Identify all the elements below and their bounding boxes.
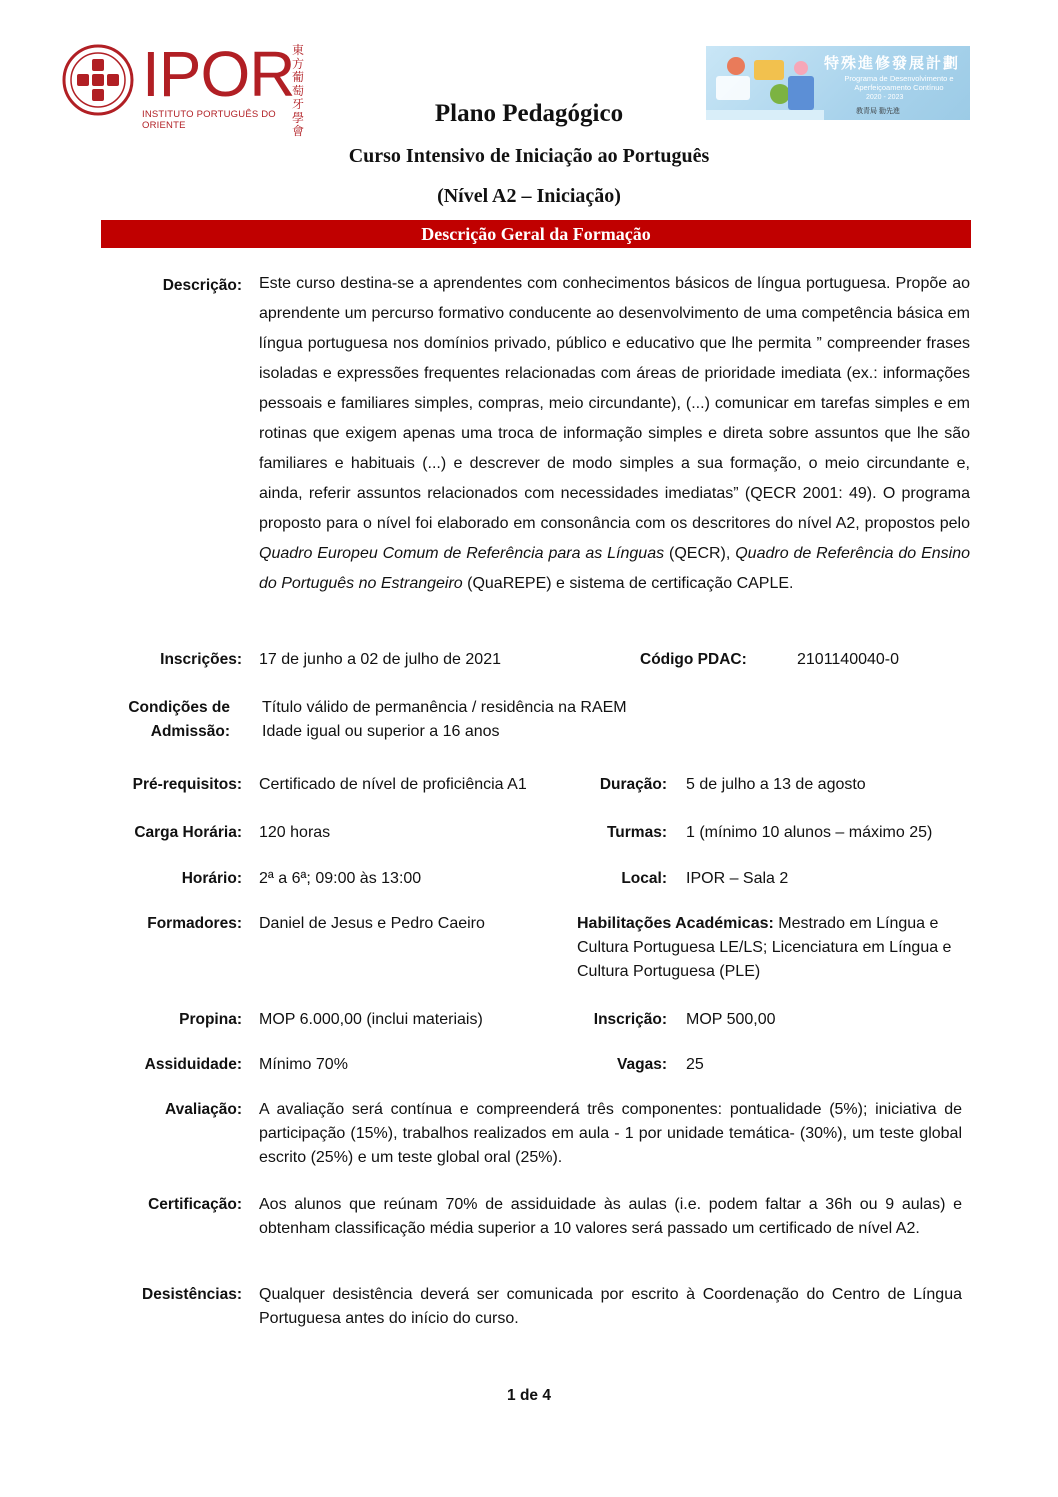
horario-value: 2ª a 6ª; 09:00 às 13:00 xyxy=(259,870,422,887)
condicoes-label-line1: Condições de xyxy=(128,699,230,716)
desistencias-value: Qualquer desistência deverá ser comunicada por escrito à Coordenação do Centro de Língua Portuguesa antes do início do curso. xyxy=(259,1286,962,1327)
description-part-1: Este curso destina-se a aprendentes com conhecimentos básicos de língua portuguesa. Propõe ao aprendente um percurso formativo conducente ao desenvolvimento de uma competência básica em língua portuguesa nos domínios privado, público e educativo que lhe permita ” compreender frases isoladas e expressões frequentes relacionadas com áreas de prioridade imediata (ex.: informações pessoais e familiares simples, compras, meio circundante), (...) comunicar em tarefas simples e em rotinas que exigem apenas uma troca de informação simples e direta sobre assuntos que lhe são familiares e habituais (...) e descrever de modo simples a sua formação, o meio circundante e, ainda, referir assuntos relacionados com necessidades imediatas” (QECR 2001: 49). O programa proposto para o nível foi elaborado em consonância com os descritores do nível A2, propostos pelo xyxy=(259,275,970,532)
local-value: IPOR – Sala 2 xyxy=(686,870,789,887)
banner-years: 2020 - 2023 xyxy=(866,94,904,101)
turmas-label: Turmas: xyxy=(606,824,667,841)
carga-horaria-value: 120 horas xyxy=(259,824,331,841)
description-italic-qecr: Quadro Europeu Comum de Referência para as Línguas xyxy=(259,545,665,562)
formadores-label: Formadores: xyxy=(147,915,242,932)
local-label: Local: xyxy=(621,870,667,887)
assiduidade-label: Assiduidade: xyxy=(144,1056,242,1073)
prerequisitos-label: Pré-requisitos: xyxy=(132,776,242,793)
duracao-value: 5 de julho a 13 de agosto xyxy=(686,776,866,793)
description-part-2: (QECR), xyxy=(664,545,736,562)
certificacao-label: Certificação: xyxy=(148,1196,242,1213)
habilitacoes-label: Habilitações Académicas: xyxy=(577,915,774,932)
assiduidade-value: Mínimo 70% xyxy=(259,1056,348,1073)
duracao-label: Duração: xyxy=(599,776,667,793)
vagas-value: 25 xyxy=(686,1056,704,1073)
page-number: 1 de 4 xyxy=(507,1387,551,1404)
banner-sponsor-logos: 教青局 勸先進 xyxy=(856,108,900,115)
formadores-value: Daniel de Jesus e Pedro Caeiro xyxy=(259,915,485,932)
avaliacao-value: A avaliação será contínua e compreenderá três componentes: pontualidade (5%); iniciativa de participação (15%), trabalhos realizados em aula - 1 por unidade temática- (30%), um teste global escrito (25%) e um teste global oral (25%). xyxy=(259,1101,962,1166)
condicoes-value-1: Título válido de permanência / residência na RAEM xyxy=(262,699,627,716)
banner-title: 特殊進修發展計劃 xyxy=(824,55,961,72)
avaliacao-label: Avaliação: xyxy=(165,1101,242,1118)
habilitacoes-value: Mestrado em Língua e Cultura Portuguesa LE/LS; Licenciatura em Língua e Cultura Portuguesa (PLE) xyxy=(577,915,952,980)
inscricoes-value: 17 de junho a 02 de julho de 2021 xyxy=(259,651,501,668)
inscricao-value: MOP 500,00 xyxy=(686,1011,776,1028)
condicoes-value-2: Idade igual ou superior a 16 anos xyxy=(262,723,500,740)
document-title: Plano Pedagógico xyxy=(434,100,624,127)
habilitacoes-text xyxy=(577,912,962,984)
codigo-pdac-label: Código PDAC: xyxy=(640,651,747,668)
vagas-label: Vagas: xyxy=(617,1056,667,1073)
codigo-pdac-value: 2101140040-0 xyxy=(797,651,900,668)
prerequisitos-value: Certificado de nível de proficiência A1 xyxy=(259,776,527,793)
propina-value: MOP 6.000,00 (inclui materiais) xyxy=(259,1011,483,1028)
logo-chinese-name: 東方葡萄牙學會 xyxy=(292,43,305,138)
logo-wordmark: IPOR xyxy=(142,38,295,110)
section-header: Descrição Geral da Formação xyxy=(101,220,971,248)
inscricoes-label: Inscrições: xyxy=(160,651,242,668)
logo-subtitle: INSTITUTO PORTUGUÊS DO ORIENTE xyxy=(142,109,276,131)
banner-subtitle: Programa de Desenvolvimento e Aperfeiçoamento Contínuo xyxy=(844,74,954,92)
condicoes-label-line2: Admissão: xyxy=(150,723,230,740)
description-label: Descrição: xyxy=(162,277,242,294)
course-level: (Nível A2 – Iniciação) xyxy=(437,185,621,207)
horario-label: Horário: xyxy=(181,870,242,887)
description-italic-quarepe: Quadro de Referência do Ensino do Português no Estrangeiro xyxy=(259,545,971,592)
carga-horaria-label: Carga Horária: xyxy=(134,824,242,841)
turmas-value: 1 (mínimo 10 alunos – máximo 25) xyxy=(686,824,933,841)
propina-label: Propina: xyxy=(179,1011,242,1028)
desistencias-label: Desistências: xyxy=(142,1286,242,1303)
course-name: Curso Intensivo de Iniciação ao Português xyxy=(348,145,710,167)
description-part-3: (QuaREPE) e sistema de certificação CAPLE. xyxy=(462,575,794,592)
inscricao-label: Inscrição: xyxy=(593,1011,667,1028)
description-text xyxy=(259,269,970,599)
certificacao-value: Aos alunos que reúnam 70% de assiduidade às aulas (i.e. podem faltar a 36h ou 9 aulas) e obtenham classificação média superior a 10 valores será passado um certificado de nível A2. xyxy=(259,1196,962,1237)
